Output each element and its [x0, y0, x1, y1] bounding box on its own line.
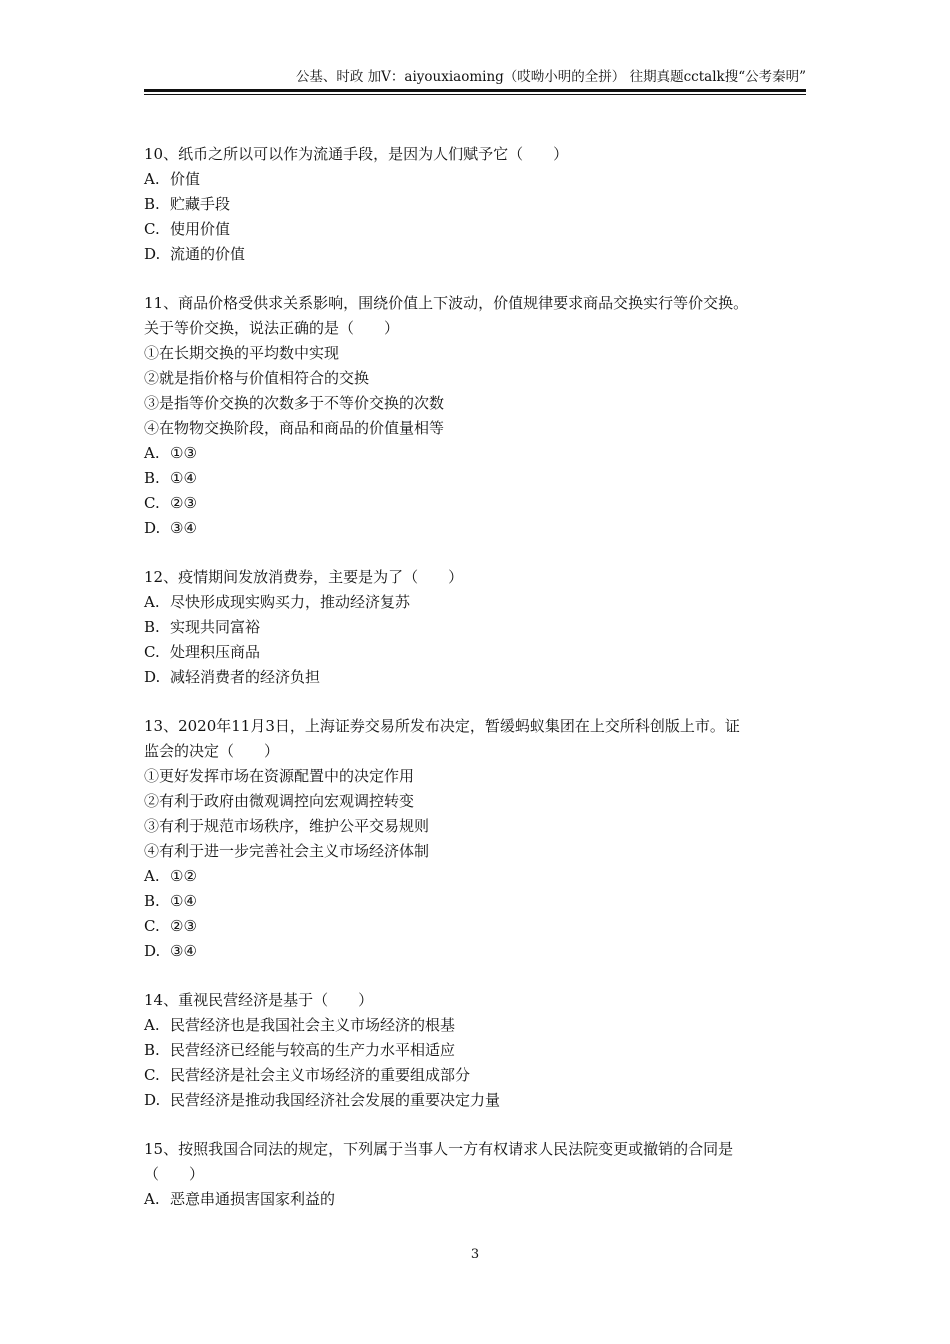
- question-block: [144, 988, 806, 1113]
- option-text: ①④: [170, 469, 197, 487]
- option-text: 恶意串通损害国家利益的: [170, 1190, 336, 1208]
- answer-option: [144, 615, 806, 640]
- question-stem: 11、商品价格受供求关系影响，围绕价值上下波动，价值规律要求商品交换实行等价交换。: [144, 294, 749, 312]
- answer-option: [144, 242, 806, 267]
- option-letter: A.: [144, 1190, 160, 1208]
- answer-option: [144, 665, 806, 690]
- option-letter: C.: [144, 1066, 160, 1084]
- answer-option: [144, 466, 806, 491]
- question-stem: 15、按照我国合同法的规定，下列属于当事人一方有权请求人民法院变更或撤销的合同是: [144, 1140, 734, 1158]
- question-block: [144, 1137, 806, 1212]
- option-text: 处理积压商品: [170, 643, 261, 661]
- answer-option: [144, 516, 806, 541]
- option-letter: C.: [144, 220, 160, 238]
- answer-option: [144, 1013, 806, 1038]
- answer-option: [144, 1038, 806, 1063]
- answer-option: [144, 1088, 806, 1113]
- option-text: 民营经济已经能与较高的生产力水平相适应: [170, 1041, 456, 1059]
- option-text: 民营经济也是我国社会主义市场经济的根基: [170, 1016, 456, 1034]
- question-stem: （ ）: [144, 1165, 205, 1183]
- option-text: ②③: [170, 494, 197, 512]
- option-text: ②③: [170, 917, 197, 935]
- question-block: [144, 142, 806, 267]
- header-rule-thick: [144, 89, 806, 92]
- question-stem: 10、纸币之所以可以作为流通手段，是因为人们赋予它（ ）: [144, 145, 569, 163]
- option-text: 减轻消费者的经济负担: [170, 668, 321, 686]
- option-letter: C.: [144, 917, 160, 935]
- answer-option: [144, 864, 806, 889]
- question-block: [144, 291, 806, 541]
- option-letter: D.: [144, 245, 161, 263]
- answer-option: [144, 939, 806, 964]
- answer-option: [144, 1063, 806, 1088]
- option-text: 流通的价值: [170, 245, 246, 263]
- option-text: 价值: [170, 170, 201, 188]
- question-stem: 12、疫情期间发放消费券，主要是为了（ ）: [144, 568, 464, 586]
- answer-option: [144, 889, 806, 914]
- option-text: ①②: [170, 867, 197, 885]
- option-text: ①③: [170, 444, 197, 462]
- page-number: 3: [470, 1247, 480, 1262]
- page-header: 公基、时政 加V：aiyouxiaoming（哎呦小明的全拼） 往期真题cctalk搜“公考秦明”: [295, 69, 806, 85]
- option-letter: D.: [144, 1091, 161, 1109]
- option-letter: B.: [144, 892, 160, 910]
- question-statement: ①更好发挥市场在资源配置中的决定作用: [144, 767, 415, 785]
- question-stem: 关于等价交换，说法正确的是（ ）: [144, 319, 400, 337]
- option-text: ③④: [170, 942, 197, 960]
- question-statement: ③有利于规范市场秩序，维护公平交易规则: [144, 817, 430, 835]
- answer-option: [144, 590, 806, 615]
- question-block: [144, 714, 806, 964]
- answer-option: [144, 1187, 806, 1212]
- question-list: [144, 142, 806, 1236]
- option-letter: A.: [144, 1016, 160, 1034]
- question-stem: 13、2020年11月3日，上海证券交易所发布决定，暂缓蚂蚁集团在上交所科创版上市。证: [144, 717, 740, 735]
- option-letter: C.: [144, 643, 160, 661]
- question-statement: ④在物物交换阶段，商品和商品的价值量相等: [144, 419, 445, 437]
- option-letter: B.: [144, 469, 160, 487]
- question-statement: ②有利于政府由微观调控向宏观调控转变: [144, 792, 415, 810]
- question-stem: 监会的决定（ ）: [144, 742, 280, 760]
- question-stem: 14、重视民营经济是基于（ ）: [144, 991, 374, 1009]
- question-statement: ②就是指价格与价值相符合的交换: [144, 369, 370, 387]
- option-letter: B.: [144, 1041, 160, 1059]
- option-text: ①④: [170, 892, 197, 910]
- answer-option: [144, 491, 806, 516]
- option-letter: B.: [144, 195, 160, 213]
- option-text: 尽快形成现实购买力，推动经济复苏: [170, 593, 411, 611]
- header-rule-thin: [144, 94, 806, 95]
- option-letter: A.: [144, 593, 160, 611]
- answer-option: [144, 441, 806, 466]
- option-letter: B.: [144, 618, 160, 636]
- option-text: 使用价值: [170, 220, 231, 238]
- question-statement: ①在长期交换的平均数中实现: [144, 344, 340, 362]
- answer-option: [144, 192, 806, 217]
- option-letter: D.: [144, 519, 161, 537]
- option-letter: A.: [144, 170, 160, 188]
- question-block: [144, 565, 806, 690]
- answer-option: [144, 167, 806, 192]
- option-text: 民营经济是推动我国经济社会发展的重要决定力量: [170, 1091, 501, 1109]
- answer-option: [144, 914, 806, 939]
- answer-option: [144, 217, 806, 242]
- option-letter: D.: [144, 942, 161, 960]
- option-text: 实现共同富裕: [170, 618, 261, 636]
- option-letter: D.: [144, 668, 161, 686]
- option-letter: C.: [144, 494, 160, 512]
- option-letter: A.: [144, 444, 160, 462]
- option-text: 贮藏手段: [170, 195, 231, 213]
- option-text: ③④: [170, 519, 197, 537]
- question-statement: ③是指等价交换的次数多于不等价交换的次数: [144, 394, 445, 412]
- answer-option: [144, 640, 806, 665]
- question-statement: ④有利于进一步完善社会主义市场经济体制: [144, 842, 430, 860]
- option-letter: A.: [144, 867, 160, 885]
- option-text: 民营经济是社会主义市场经济的重要组成部分: [170, 1066, 471, 1084]
